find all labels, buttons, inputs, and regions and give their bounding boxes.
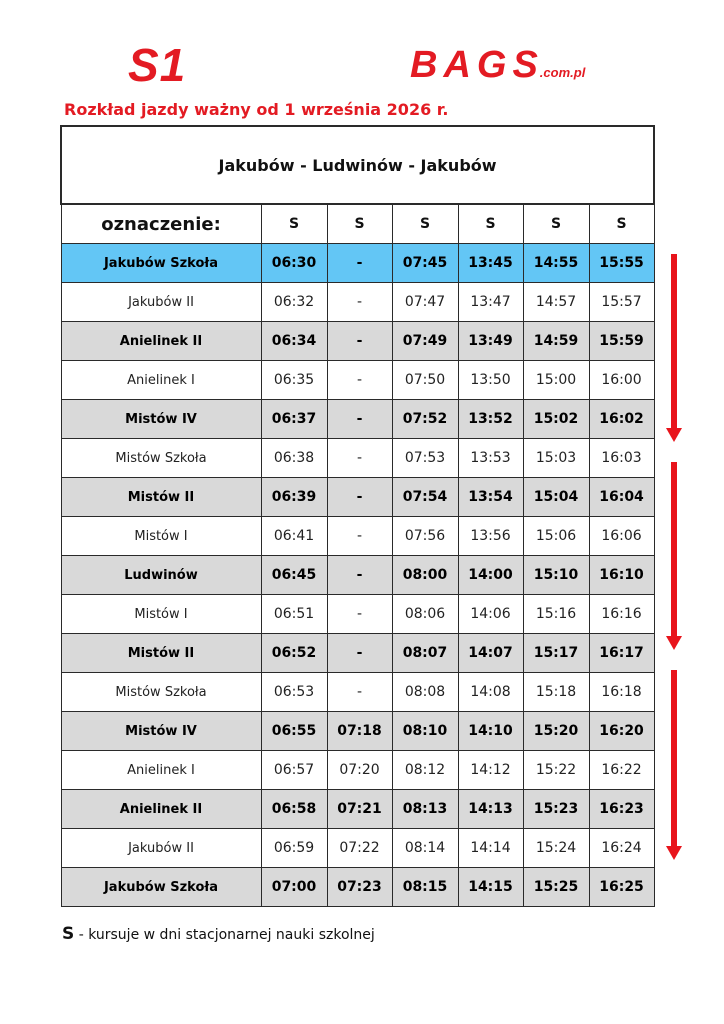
departure-time: 08:10 — [392, 712, 458, 751]
stop-name: Ludwinów — [61, 556, 261, 595]
stop-name: Mistów IV — [61, 400, 261, 439]
departure-time: 08:00 — [392, 556, 458, 595]
departure-time: 15:59 — [589, 322, 654, 361]
departure-time: 08:06 — [392, 595, 458, 634]
departure-time: - — [327, 400, 392, 439]
departure-time: 06:34 — [261, 322, 327, 361]
marking-cell: S — [589, 204, 654, 244]
departure-time: 16:00 — [589, 361, 654, 400]
departure-time: 07:53 — [392, 439, 458, 478]
departure-time: 08:15 — [392, 868, 458, 907]
departure-time: 16:20 — [589, 712, 654, 751]
departure-time: 13:53 — [458, 439, 523, 478]
stop-name: Anielinek II — [61, 322, 261, 361]
departure-time: 06:57 — [261, 751, 327, 790]
departure-time: 15:24 — [523, 829, 589, 868]
departure-time: - — [327, 556, 392, 595]
departure-time: 07:56 — [392, 517, 458, 556]
departure-time: 15:02 — [523, 400, 589, 439]
departure-time: 16:04 — [589, 478, 654, 517]
departure-time: 14:00 — [458, 556, 523, 595]
departure-time: 16:10 — [589, 556, 654, 595]
timetable-row — [61, 517, 654, 556]
departure-time: 16:16 — [589, 595, 654, 634]
down-arrow-icon — [666, 670, 682, 860]
departure-time: 06:45 — [261, 556, 327, 595]
departure-time: 14:59 — [523, 322, 589, 361]
stop-name: Mistów Szkoła — [61, 673, 261, 712]
route-title: Jakubów - Ludwinów - Jakubów — [61, 126, 654, 204]
departure-time: 07:00 — [261, 868, 327, 907]
departure-time: 14:06 — [458, 595, 523, 634]
departure-time: 08:12 — [392, 751, 458, 790]
departure-time: 13:50 — [458, 361, 523, 400]
timetable-row — [61, 556, 654, 595]
departure-time: 07:21 — [327, 790, 392, 829]
departure-time: - — [327, 517, 392, 556]
departure-time: 16:18 — [589, 673, 654, 712]
departure-time: 15:03 — [523, 439, 589, 478]
departure-time: 07:45 — [392, 244, 458, 283]
stop-name: Jakubów II — [61, 283, 261, 322]
departure-time: 15:20 — [523, 712, 589, 751]
departure-time: 16:02 — [589, 400, 654, 439]
departure-time: 06:30 — [261, 244, 327, 283]
departure-time: 16:22 — [589, 751, 654, 790]
departure-time: 16:23 — [589, 790, 654, 829]
departure-time: 15:55 — [589, 244, 654, 283]
departure-time: 14:55 — [523, 244, 589, 283]
departure-time: 14:07 — [458, 634, 523, 673]
departure-time: 15:23 — [523, 790, 589, 829]
departure-time: 13:47 — [458, 283, 523, 322]
departure-time: 06:52 — [261, 634, 327, 673]
departure-time: 15:04 — [523, 478, 589, 517]
timetable-row — [61, 790, 654, 829]
departure-time: 07:20 — [327, 751, 392, 790]
departure-time: - — [327, 634, 392, 673]
departure-time: 07:50 — [392, 361, 458, 400]
legend-key: S — [62, 924, 75, 944]
stop-name: Mistów IV — [61, 712, 261, 751]
timetable-row — [61, 439, 654, 478]
departure-time: - — [327, 673, 392, 712]
stop-name: Mistów II — [61, 634, 261, 673]
departure-time: 14:57 — [523, 283, 589, 322]
departure-time: 13:45 — [458, 244, 523, 283]
departure-time: 14:13 — [458, 790, 523, 829]
timetable-row — [61, 283, 654, 322]
marking-cell: S — [327, 204, 392, 244]
departure-time: 16:17 — [589, 634, 654, 673]
departure-time: - — [327, 283, 392, 322]
timetable-row — [61, 322, 654, 361]
departure-time: 13:52 — [458, 400, 523, 439]
stop-name: Mistów II — [61, 478, 261, 517]
timetable-row — [61, 868, 654, 907]
departure-time: 08:08 — [392, 673, 458, 712]
departure-time: 06:38 — [261, 439, 327, 478]
departure-time: 15:25 — [523, 868, 589, 907]
departure-time: 07:52 — [392, 400, 458, 439]
departure-time: 08:14 — [392, 829, 458, 868]
stop-name: Anielinek I — [61, 361, 261, 400]
departure-time: 16:06 — [589, 517, 654, 556]
stop-name: Jakubów II — [61, 829, 261, 868]
departure-time: 15:10 — [523, 556, 589, 595]
departure-time: 06:41 — [261, 517, 327, 556]
departure-time: - — [327, 244, 392, 283]
departure-time: 15:17 — [523, 634, 589, 673]
marking-cell: S — [458, 204, 523, 244]
timetable-row — [61, 712, 654, 751]
timetable-row — [61, 634, 654, 673]
departure-time: 06:59 — [261, 829, 327, 868]
stop-name: Jakubów Szkoła — [61, 868, 261, 907]
timetable-row — [61, 478, 654, 517]
departure-time: 14:10 — [458, 712, 523, 751]
marking-cell: S — [392, 204, 458, 244]
departure-time: 15:16 — [523, 595, 589, 634]
departure-time: 15:00 — [523, 361, 589, 400]
departure-time: 08:13 — [392, 790, 458, 829]
marking-cell: S — [523, 204, 589, 244]
timetable-row — [61, 400, 654, 439]
line-logo: S1 — [128, 39, 187, 91]
departure-time: 06:53 — [261, 673, 327, 712]
route-title-row — [61, 126, 654, 204]
departure-time: - — [327, 322, 392, 361]
departure-time: 07:49 — [392, 322, 458, 361]
departure-time: 16:25 — [589, 868, 654, 907]
departure-time: 14:12 — [458, 751, 523, 790]
down-arrow-icon — [666, 462, 682, 650]
brand-logo — [410, 44, 585, 87]
departure-time: 07:22 — [327, 829, 392, 868]
departure-time: 15:57 — [589, 283, 654, 322]
departure-time: 16:03 — [589, 439, 654, 478]
stop-name: Mistów I — [61, 517, 261, 556]
departure-time: - — [327, 595, 392, 634]
departure-time: 07:23 — [327, 868, 392, 907]
departure-time: 07:47 — [392, 283, 458, 322]
legend-text: - kursuje w dni stacjonarnej nauki szkolnej — [74, 927, 375, 943]
timetable-row — [61, 673, 654, 712]
legend-note — [62, 924, 375, 944]
departure-time: 07:18 — [327, 712, 392, 751]
stop-name: Anielinek I — [61, 751, 261, 790]
departure-time: - — [327, 361, 392, 400]
stop-name: Anielinek II — [61, 790, 261, 829]
timetable-row — [61, 361, 654, 400]
departure-time: 15:22 — [523, 751, 589, 790]
departure-time: 14:14 — [458, 829, 523, 868]
timetable-row — [61, 595, 654, 634]
down-arrow-icon — [666, 254, 682, 442]
departure-time: 06:39 — [261, 478, 327, 517]
departure-time: 15:06 — [523, 517, 589, 556]
departure-time: 14:08 — [458, 673, 523, 712]
departure-time: 08:07 — [392, 634, 458, 673]
departure-time: 15:18 — [523, 673, 589, 712]
timetable-row — [61, 751, 654, 790]
marking-row — [61, 204, 654, 244]
departure-time: 16:24 — [589, 829, 654, 868]
departure-time: 06:55 — [261, 712, 327, 751]
timetable-row — [61, 244, 654, 283]
departure-time: 14:15 — [458, 868, 523, 907]
departure-time: 06:32 — [261, 283, 327, 322]
validity-note: Rozkład jazdy ważny od 1 września 2026 r. — [64, 100, 449, 119]
departure-time: 13:54 — [458, 478, 523, 517]
departure-time: 06:35 — [261, 361, 327, 400]
marking-cell: S — [261, 204, 327, 244]
stop-name: Mistów Szkoła — [61, 439, 261, 478]
marking-label: oznaczenie: — [61, 204, 261, 244]
timetable — [60, 125, 655, 907]
departure-time: - — [327, 478, 392, 517]
departure-time: - — [327, 439, 392, 478]
departure-time: 06:58 — [261, 790, 327, 829]
timetable-row — [61, 829, 654, 868]
departure-time: 06:51 — [261, 595, 327, 634]
departure-time: 13:56 — [458, 517, 523, 556]
departure-time: 06:37 — [261, 400, 327, 439]
brand-logo-text: BAGS — [410, 44, 544, 86]
departure-time: 13:49 — [458, 322, 523, 361]
stop-name: Mistów I — [61, 595, 261, 634]
stop-name: Jakubów Szkoła — [61, 244, 261, 283]
brand-logo-domain: .com.pl — [539, 65, 586, 80]
departure-time: 07:54 — [392, 478, 458, 517]
